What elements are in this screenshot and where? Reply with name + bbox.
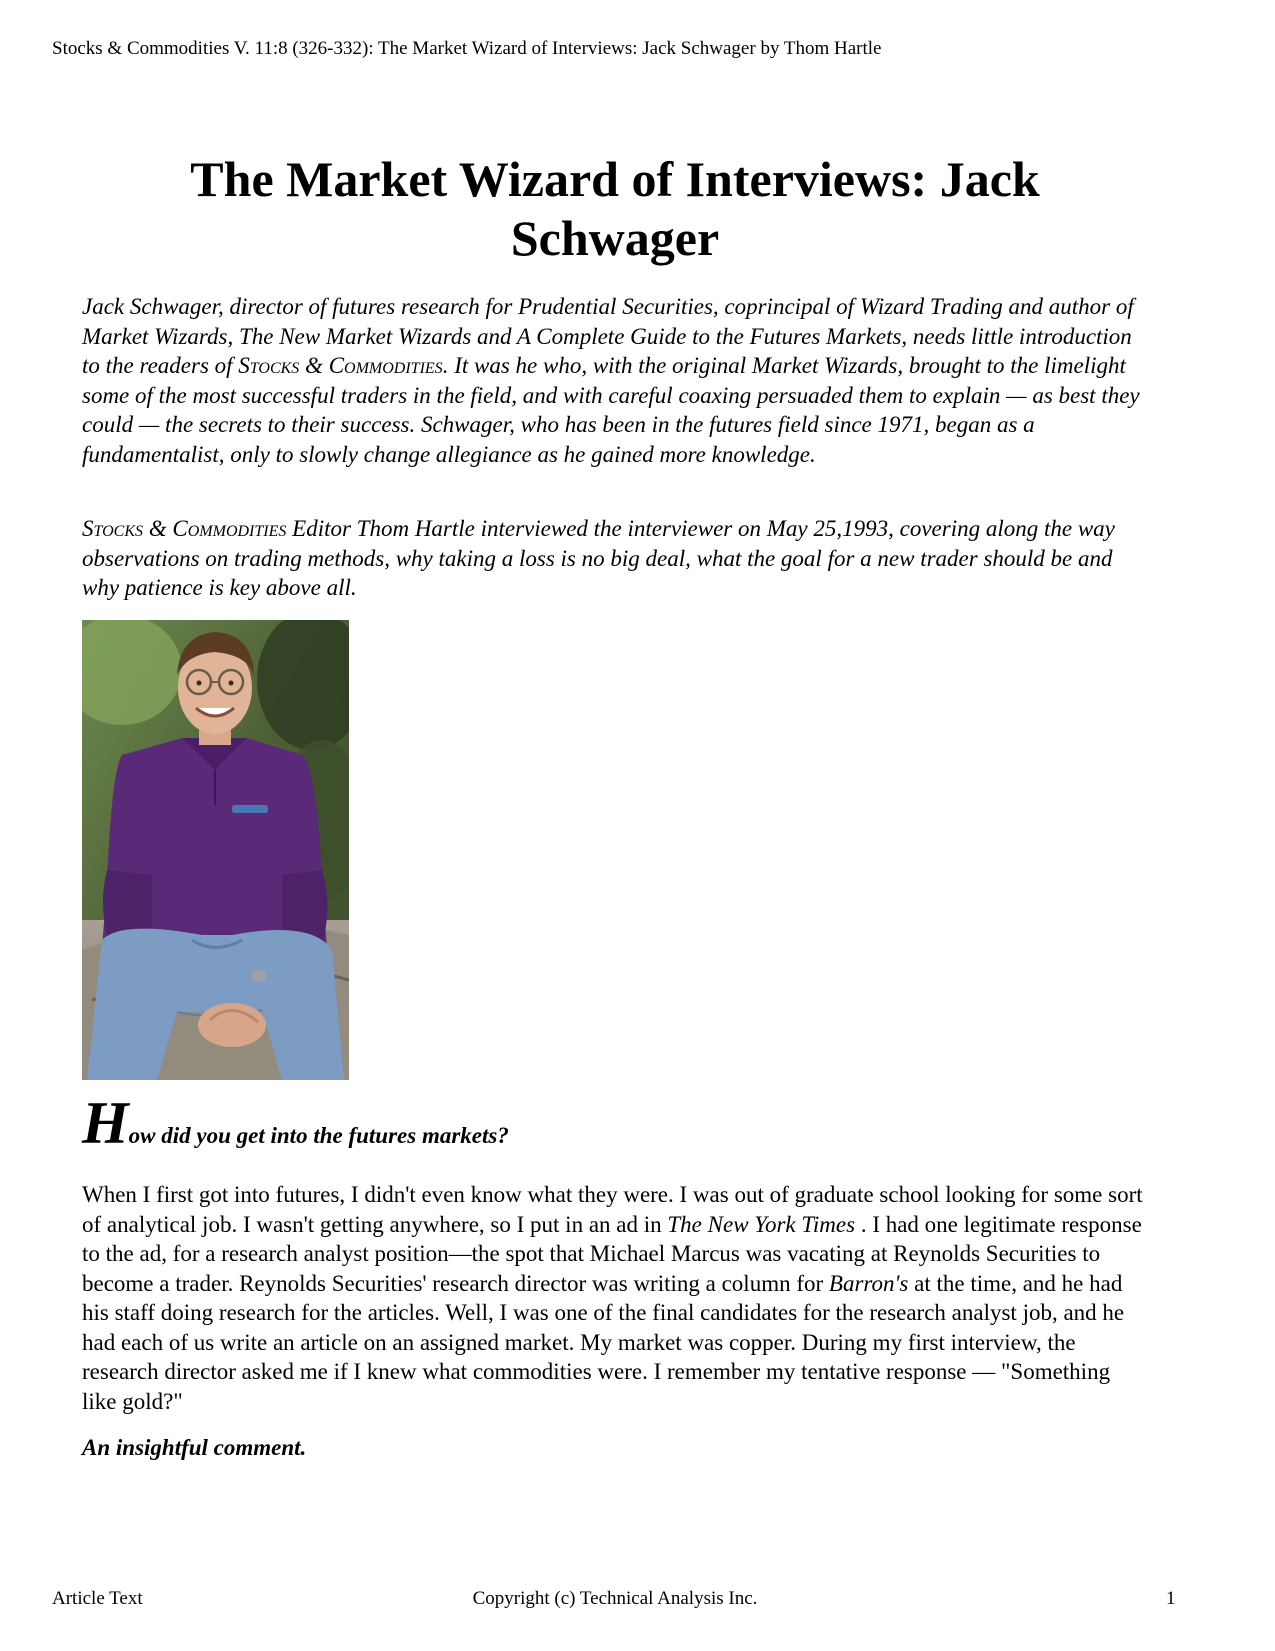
answer-text-c: at the time, and he had his staff doing research for the articles. Well, I was one of the final candidates for the research analyst job, and he had each of us write an article on an assigned market. My market was copper. During my first interview, the research director asked me if I knew what commodities were. I remember my tentative response — "Something like gold?"	[82, 1270, 1125, 1414]
interview-comment: An insightful comment.	[82, 1435, 307, 1460]
intro-1-text-b: . It was he who, with the original Market Wizards, brought to the limelight some of the most successful traders in the field, and with careful coaxing persuaded them to explain — as best they could — the secrets to their success. Schwager, who has been in the futures field since 1971, began as a fundamentalist, only to slowly change allegiance as he gained more knowledge.	[82, 353, 1140, 467]
drop-cap: H	[82, 1090, 129, 1156]
magazine-name: Stocks & Commodities	[238, 353, 443, 378]
footer-label: Article Text	[52, 1588, 143, 1609]
question-text: ow did you get into the futures markets?	[128, 1123, 509, 1148]
answer-text-b: . I had one legitimate response to the ad, for a research analyst position—the spot that Michael Marcus was vacating at Reynolds Securities to become a trader. Reynolds Securities' research director was writing a column for	[82, 1211, 1142, 1296]
answer-text-a: When I first got into futures, I didn't even know what they were. I was out of graduate school looking for some sort of analytical job. I wasn't getting anywhere, so I put in an ad in	[82, 1182, 1143, 1237]
interview-answer	[82, 1180, 1148, 1416]
page-number: 1	[1166, 1588, 1176, 1609]
publication-barrons: Barron's	[828, 1270, 909, 1296]
running-header: Stocks & Commodities V. 11:8 (326-332): The Market Wizard of Interviews: Jack Schwager by Thom Hartle	[52, 38, 882, 59]
intro-2-text: Editor Thom Hartle interviewed the interviewer on May 25,1993, covering along the way observations on trading methods, why taking a loss is no big deal, what the goal for a new trader should be and why patience is key above all.	[82, 516, 1115, 600]
portrait-photo	[82, 620, 349, 1080]
intro-paragraph-1	[82, 292, 1148, 469]
magazine-name: Stocks & Commodities	[82, 516, 287, 541]
footer-copyright: Copyright (c) Technical Analysis Inc.	[472, 1588, 758, 1609]
article-title: The Market Wizard of Interviews: Jack Schwager	[190, 151, 1040, 266]
interview-question	[82, 1090, 1148, 1166]
intro-paragraph-2	[82, 514, 1148, 603]
intro-1-text-a: Jack Schwager, director of futures research for Prudential Securities, coprincipal of Wizard Trading and author of Market Wizards, The New Market Wizards and A Complete Guide to the Futures Markets, needs little introduction to the readers of	[82, 294, 1134, 378]
publication-nyt: The New York Times	[667, 1211, 856, 1237]
